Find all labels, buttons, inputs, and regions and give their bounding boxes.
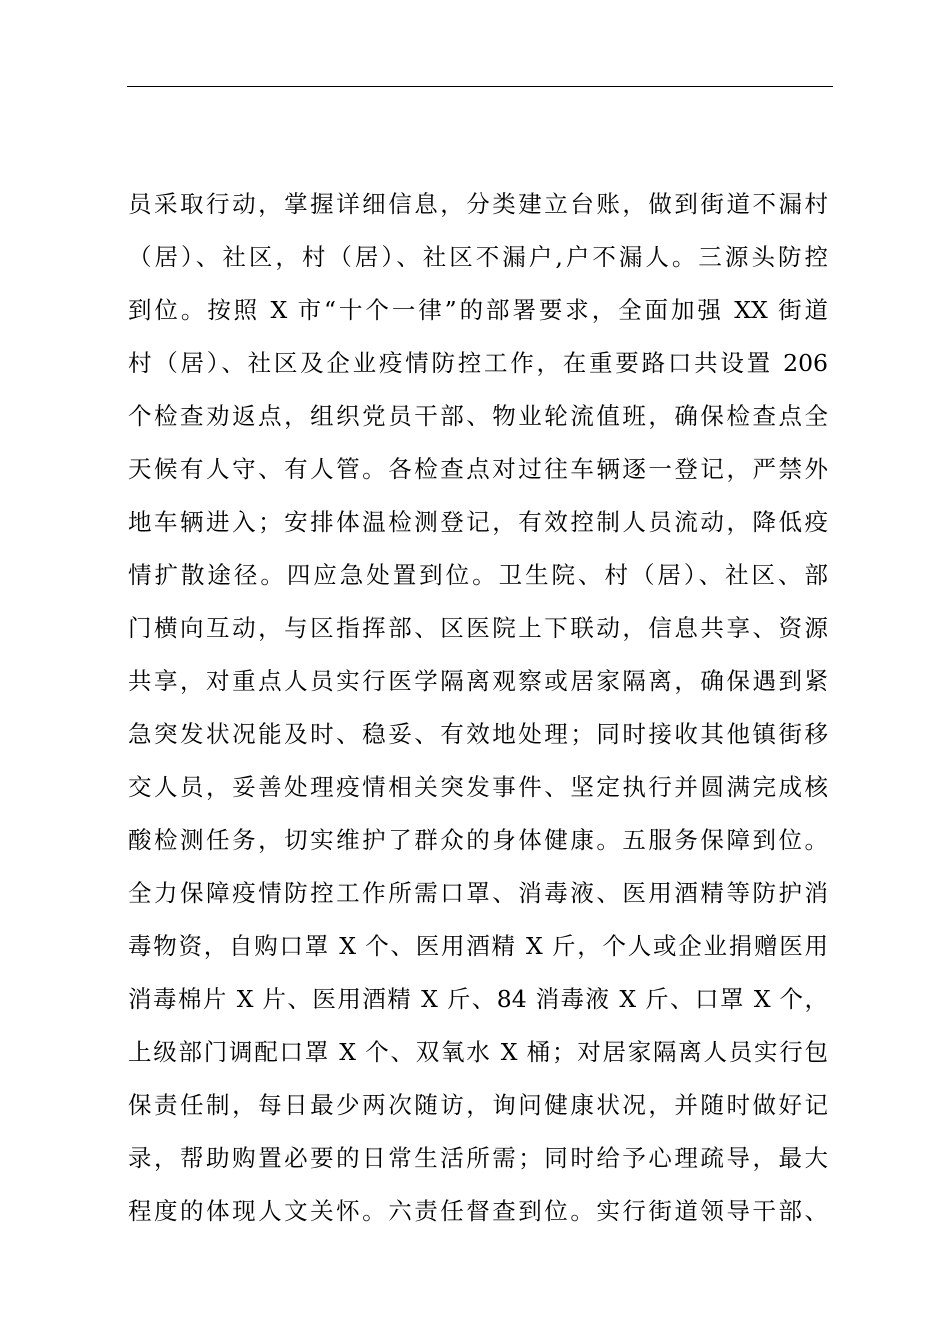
text-line: 共享，对重点人员实行医学隔离观察或居家隔离，确保遇到紧 <box>128 667 828 695</box>
text-line: 地车辆进入；安排体温检测登记，有效控制人员流动，降低疫 <box>128 508 828 536</box>
text-line: 急突发状况能及时、稳妥、有效地处理；同时接收其他镇街移 <box>128 720 828 748</box>
text-line: 交人员，妥善处理疫情相关突发事件、坚定执行并圆满完成核 <box>128 773 828 801</box>
document-body <box>128 178 828 1238</box>
text-line: 员采取行动，掌握详细信息，分类建立台账，做到街道不漏村 <box>128 190 828 218</box>
text-line: 村（居）、社区及企业疫情防控工作，在重要路口共设置 206 <box>128 349 828 377</box>
text-line: 天候有人守、有人管。各检查点对过往车辆逐一登记，严禁外 <box>128 455 828 483</box>
text-line: 情扩散途径。四应急处置到位。卫生院、村（居）、社区、部 <box>128 561 828 589</box>
text-line: 录，帮助购置必要的日常生活所需；同时给予心理疏导，最大 <box>128 1144 828 1172</box>
text-line: 程度的体现人文关怀。六责任督查到位。实行街道领导干部、 <box>128 1197 828 1225</box>
text-line: 全力保障疫情防控工作所需口罩、消毒液、医用酒精等防护消 <box>128 879 828 907</box>
text-line: 消毒棉片 X 片、医用酒精 X 斤、84 消毒液 X 斤、口罩 X 个， <box>128 985 828 1013</box>
header-rule <box>127 86 833 87</box>
text-line: 门横向互动，与区指挥部、区医院上下联动，信息共享、资源 <box>128 614 828 642</box>
text-line: 毒物资，自购口罩 X 个、医用酒精 X 斤，个人或企业捐赠医用 <box>128 932 828 960</box>
text-line: 到位。按照 X 市“十个一律”的部署要求，全面加强 XX 街道 <box>128 296 828 324</box>
text-line: 保责任制，每日最少两次随访，询问健康状况，并随时做好记 <box>128 1091 828 1119</box>
text-line: 酸检测任务，切实维护了群众的身体健康。五服务保障到位。 <box>128 826 828 854</box>
text-line: （居）、社区，村（居）、社区不漏户,户不漏人。三源头防控 <box>128 243 828 271</box>
text-line: 上级部门调配口罩 X 个、双氧水 X 桶；对居家隔离人员实行包 <box>128 1038 828 1066</box>
text-line: 个检查劝返点，组织党员干部、物业轮流值班，确保检查点全 <box>128 402 828 430</box>
